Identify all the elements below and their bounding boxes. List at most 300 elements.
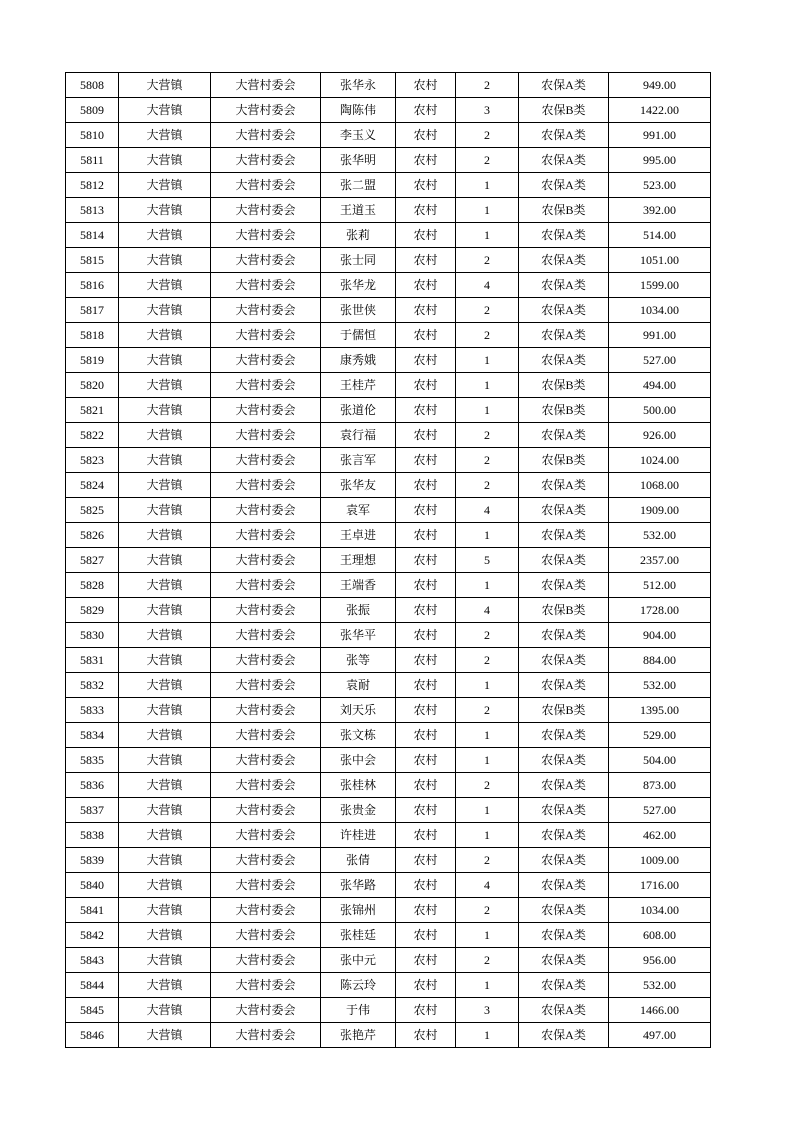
table-cell: 于伟 — [321, 998, 396, 1023]
table-cell: 大营村委会 — [211, 348, 321, 373]
table-cell: 大营村委会 — [211, 723, 321, 748]
table-cell: 5835 — [66, 748, 119, 773]
table-row — [66, 373, 711, 398]
table-cell: 5 — [456, 548, 519, 573]
table-row — [66, 848, 711, 873]
table-cell: 大营村委会 — [211, 148, 321, 173]
table-cell: 农保A类 — [519, 523, 609, 548]
table-cell: 农村 — [396, 248, 456, 273]
table-cell: 2 — [456, 473, 519, 498]
table-cell: 5829 — [66, 598, 119, 623]
table-cell: 农村 — [396, 348, 456, 373]
table-cell: 494.00 — [609, 373, 711, 398]
table-cell: 农保A类 — [519, 1023, 609, 1048]
table-cell: 5817 — [66, 298, 119, 323]
table-cell: 大营村委会 — [211, 798, 321, 823]
table-cell: 许桂进 — [321, 823, 396, 848]
table-cell: 农村 — [396, 148, 456, 173]
table-cell: 大营村委会 — [211, 773, 321, 798]
table-cell: 462.00 — [609, 823, 711, 848]
table-row — [66, 548, 711, 573]
table-cell: 5831 — [66, 648, 119, 673]
table-cell: 527.00 — [609, 348, 711, 373]
table-cell: 5845 — [66, 998, 119, 1023]
table-row — [66, 123, 711, 148]
table-cell: 5841 — [66, 898, 119, 923]
table-cell: 5830 — [66, 623, 119, 648]
table-cell: 1 — [456, 973, 519, 998]
table-cell: 大营镇 — [119, 448, 211, 473]
table-cell: 大营镇 — [119, 523, 211, 548]
table-cell: 农保A类 — [519, 248, 609, 273]
table-cell: 刘天乐 — [321, 698, 396, 723]
table-cell: 农村 — [396, 973, 456, 998]
table-cell: 527.00 — [609, 798, 711, 823]
table-cell: 大营镇 — [119, 423, 211, 448]
table-cell: 李玉义 — [321, 123, 396, 148]
table-cell: 农保A类 — [519, 998, 609, 1023]
table-cell: 袁耐 — [321, 673, 396, 698]
table-cell: 大营镇 — [119, 98, 211, 123]
table-cell: 大营村委会 — [211, 973, 321, 998]
table-cell: 2 — [456, 423, 519, 448]
table-cell: 5825 — [66, 498, 119, 523]
table-cell: 大营镇 — [119, 573, 211, 598]
table-cell: 农保A类 — [519, 648, 609, 673]
table-row — [66, 723, 711, 748]
table-cell: 张桂林 — [321, 773, 396, 798]
table-row — [66, 73, 711, 98]
table-cell: 袁军 — [321, 498, 396, 523]
table-cell: 4 — [456, 873, 519, 898]
table-row — [66, 798, 711, 823]
table-cell: 995.00 — [609, 148, 711, 173]
table-cell: 农村 — [396, 398, 456, 423]
table-cell: 1 — [456, 723, 519, 748]
table-cell: 农村 — [396, 298, 456, 323]
table-row — [66, 698, 711, 723]
table-cell: 1 — [456, 398, 519, 423]
table-cell: 农保A类 — [519, 298, 609, 323]
table-cell: 张莉 — [321, 223, 396, 248]
table-row — [66, 198, 711, 223]
table-cell: 张华友 — [321, 473, 396, 498]
table-cell: 农保A类 — [519, 123, 609, 148]
table-cell: 1728.00 — [609, 598, 711, 623]
table-cell: 大营镇 — [119, 848, 211, 873]
table-cell: 大营镇 — [119, 248, 211, 273]
table-row — [66, 923, 711, 948]
table-cell: 农保B类 — [519, 373, 609, 398]
table-cell: 1 — [456, 673, 519, 698]
table-cell: 大营村委会 — [211, 473, 321, 498]
table-cell: 大营镇 — [119, 723, 211, 748]
table-cell: 袁行福 — [321, 423, 396, 448]
table-cell: 张桂廷 — [321, 923, 396, 948]
table-cell: 王卓进 — [321, 523, 396, 548]
table-cell: 陈云玲 — [321, 973, 396, 998]
table-cell: 532.00 — [609, 673, 711, 698]
table-cell: 1 — [456, 1023, 519, 1048]
table-cell: 大营镇 — [119, 648, 211, 673]
table-cell: 张世侠 — [321, 298, 396, 323]
table-row — [66, 398, 711, 423]
table-cell: 大营镇 — [119, 598, 211, 623]
table-cell: 2 — [456, 698, 519, 723]
table-cell: 2 — [456, 73, 519, 98]
table-cell: 5815 — [66, 248, 119, 273]
table-row — [66, 948, 711, 973]
table-cell: 5820 — [66, 373, 119, 398]
table-cell: 873.00 — [609, 773, 711, 798]
table-cell: 大营村委会 — [211, 573, 321, 598]
table-cell: 农保A类 — [519, 898, 609, 923]
table-cell: 农村 — [396, 798, 456, 823]
table-cell: 农保A类 — [519, 273, 609, 298]
table-cell: 1909.00 — [609, 498, 711, 523]
table-cell: 康秀娥 — [321, 348, 396, 373]
table-cell: 4 — [456, 598, 519, 623]
table-cell: 5827 — [66, 548, 119, 573]
table-cell: 大营镇 — [119, 698, 211, 723]
table-cell: 农保A类 — [519, 873, 609, 898]
table-cell: 张中元 — [321, 948, 396, 973]
table-cell: 大营村委会 — [211, 698, 321, 723]
table-cell: 张中会 — [321, 748, 396, 773]
table-cell: 农村 — [396, 98, 456, 123]
table-cell: 大营镇 — [119, 923, 211, 948]
table-cell: 1034.00 — [609, 298, 711, 323]
table-cell: 884.00 — [609, 648, 711, 673]
table-cell: 张贵金 — [321, 798, 396, 823]
table-cell: 949.00 — [609, 73, 711, 98]
table-cell: 农保A类 — [519, 723, 609, 748]
table-cell: 2 — [456, 648, 519, 673]
table-cell: 农保A类 — [519, 823, 609, 848]
table-cell: 大营村委会 — [211, 548, 321, 573]
table-cell: 大营镇 — [119, 198, 211, 223]
table-cell: 农保A类 — [519, 148, 609, 173]
table-cell: 农村 — [396, 648, 456, 673]
table-row — [66, 473, 711, 498]
table-cell: 5833 — [66, 698, 119, 723]
table-cell: 504.00 — [609, 748, 711, 773]
table-cell: 大营村委会 — [211, 523, 321, 548]
table-cell: 大营镇 — [119, 348, 211, 373]
table-row — [66, 898, 711, 923]
table-cell: 大营村委会 — [211, 948, 321, 973]
table-cell: 2 — [456, 623, 519, 648]
table-cell: 农村 — [396, 123, 456, 148]
table-row — [66, 298, 711, 323]
table-cell: 农村 — [396, 723, 456, 748]
table-cell: 5813 — [66, 198, 119, 223]
table-cell: 532.00 — [609, 973, 711, 998]
table-cell: 王理想 — [321, 548, 396, 573]
table-cell: 陶陈伟 — [321, 98, 396, 123]
table-cell: 大营镇 — [119, 273, 211, 298]
table-row — [66, 773, 711, 798]
table-body — [66, 73, 711, 1048]
table-cell: 5819 — [66, 348, 119, 373]
table-row — [66, 573, 711, 598]
table-row — [66, 448, 711, 473]
table-cell: 5811 — [66, 148, 119, 173]
table-cell: 5812 — [66, 173, 119, 198]
table-cell: 大营村委会 — [211, 848, 321, 873]
table-cell: 1 — [456, 523, 519, 548]
table-cell: 991.00 — [609, 323, 711, 348]
table-cell: 1 — [456, 823, 519, 848]
table-cell: 1034.00 — [609, 898, 711, 923]
table-cell: 农保A类 — [519, 423, 609, 448]
table-cell: 农保A类 — [519, 623, 609, 648]
table-cell: 2357.00 — [609, 548, 711, 573]
table-cell: 农保A类 — [519, 773, 609, 798]
table-cell: 大营村委会 — [211, 748, 321, 773]
table-row — [66, 348, 711, 373]
table-cell: 农保A类 — [519, 173, 609, 198]
table-cell: 5844 — [66, 973, 119, 998]
table-cell: 926.00 — [609, 423, 711, 448]
table-row — [66, 148, 711, 173]
table-cell: 张二盟 — [321, 173, 396, 198]
table-cell: 4 — [456, 498, 519, 523]
table-cell: 张振 — [321, 598, 396, 623]
table-cell: 农保A类 — [519, 323, 609, 348]
table-cell: 1 — [456, 198, 519, 223]
table-row — [66, 973, 711, 998]
table-cell: 大营村委会 — [211, 123, 321, 148]
table-cell: 农保B类 — [519, 698, 609, 723]
table-cell: 大营镇 — [119, 773, 211, 798]
table-cell: 608.00 — [609, 923, 711, 948]
table-cell: 农保A类 — [519, 548, 609, 573]
table-cell: 农村 — [396, 773, 456, 798]
table-cell: 大营村委会 — [211, 248, 321, 273]
table-cell: 大营镇 — [119, 173, 211, 198]
table-cell: 张倩 — [321, 848, 396, 873]
table-cell: 大营村委会 — [211, 98, 321, 123]
table-cell: 农村 — [396, 548, 456, 573]
table-cell: 农保A类 — [519, 473, 609, 498]
table-cell: 农保A类 — [519, 948, 609, 973]
table-cell: 5834 — [66, 723, 119, 748]
table-cell: 农村 — [396, 473, 456, 498]
table-cell: 农村 — [396, 373, 456, 398]
table-cell: 农村 — [396, 498, 456, 523]
table-cell: 大营村委会 — [211, 598, 321, 623]
table-cell: 500.00 — [609, 398, 711, 423]
table-row — [66, 248, 711, 273]
table-cell: 张等 — [321, 648, 396, 673]
table-cell: 5846 — [66, 1023, 119, 1048]
table-cell: 张道伦 — [321, 398, 396, 423]
table-cell: 农保A类 — [519, 923, 609, 948]
table-cell: 529.00 — [609, 723, 711, 748]
table-cell: 农村 — [396, 748, 456, 773]
table-cell: 张华龙 — [321, 273, 396, 298]
table-cell: 农村 — [396, 948, 456, 973]
table-cell: 大营镇 — [119, 948, 211, 973]
table-cell: 2 — [456, 148, 519, 173]
table-cell: 农村 — [396, 273, 456, 298]
table-cell: 大营村委会 — [211, 623, 321, 648]
table-cell: 农村 — [396, 223, 456, 248]
table-cell: 农村 — [396, 598, 456, 623]
table-cell: 大营村委会 — [211, 323, 321, 348]
table-cell: 农村 — [396, 898, 456, 923]
table-cell: 农村 — [396, 698, 456, 723]
table-cell: 532.00 — [609, 523, 711, 548]
table-cell: 张艳芹 — [321, 1023, 396, 1048]
table-row — [66, 748, 711, 773]
table-cell: 大营镇 — [119, 223, 211, 248]
table-row — [66, 823, 711, 848]
table-cell: 5832 — [66, 673, 119, 698]
table-cell: 2 — [456, 123, 519, 148]
table-cell: 2 — [456, 298, 519, 323]
table-cell: 大营镇 — [119, 298, 211, 323]
table-cell: 王端香 — [321, 573, 396, 598]
table-cell: 904.00 — [609, 623, 711, 648]
table-cell: 1024.00 — [609, 448, 711, 473]
table-cell: 1 — [456, 923, 519, 948]
table-cell: 大营村委会 — [211, 648, 321, 673]
table-cell: 农保A类 — [519, 673, 609, 698]
table-cell: 2 — [456, 323, 519, 348]
table-cell: 农村 — [396, 423, 456, 448]
table-cell: 大营村委会 — [211, 448, 321, 473]
table-cell: 张言军 — [321, 448, 396, 473]
table-cell: 5826 — [66, 523, 119, 548]
table-cell: 大营镇 — [119, 673, 211, 698]
table-cell: 3 — [456, 998, 519, 1023]
table-cell: 大营村委会 — [211, 823, 321, 848]
table-row — [66, 498, 711, 523]
table-cell: 2 — [456, 248, 519, 273]
table-cell: 大营镇 — [119, 998, 211, 1023]
table-cell: 农保A类 — [519, 498, 609, 523]
table-cell: 2 — [456, 448, 519, 473]
table-cell: 大营村委会 — [211, 1023, 321, 1048]
table-cell: 大营村委会 — [211, 998, 321, 1023]
table-row — [66, 223, 711, 248]
table-cell: 5840 — [66, 873, 119, 898]
table-cell: 农村 — [396, 873, 456, 898]
table-cell: 5839 — [66, 848, 119, 873]
table-cell: 5808 — [66, 73, 119, 98]
table-cell: 农村 — [396, 523, 456, 548]
table-cell: 5824 — [66, 473, 119, 498]
table-row — [66, 273, 711, 298]
table-cell: 农保B类 — [519, 448, 609, 473]
table-cell: 1009.00 — [609, 848, 711, 873]
table-cell: 5822 — [66, 423, 119, 448]
table-cell: 5838 — [66, 823, 119, 848]
table-cell: 王桂芹 — [321, 373, 396, 398]
table-cell: 大营村委会 — [211, 273, 321, 298]
table-cell: 5821 — [66, 398, 119, 423]
table-cell: 农村 — [396, 73, 456, 98]
table-cell: 大营镇 — [119, 1023, 211, 1048]
table-cell: 农保B类 — [519, 598, 609, 623]
table-cell: 大营镇 — [119, 123, 211, 148]
table-cell: 392.00 — [609, 198, 711, 223]
table-cell: 大营镇 — [119, 898, 211, 923]
table-cell: 2 — [456, 773, 519, 798]
table-cell: 农保A类 — [519, 798, 609, 823]
table-cell: 大营镇 — [119, 873, 211, 898]
table-cell: 于儒恒 — [321, 323, 396, 348]
table-cell: 大营镇 — [119, 473, 211, 498]
table-cell: 张文栋 — [321, 723, 396, 748]
table-cell: 大营村委会 — [211, 298, 321, 323]
table-cell: 大营村委会 — [211, 923, 321, 948]
table-cell: 农保B类 — [519, 98, 609, 123]
table-cell: 1 — [456, 223, 519, 248]
table-cell: 农保A类 — [519, 73, 609, 98]
table-cell: 农保A类 — [519, 848, 609, 873]
table-cell: 5837 — [66, 798, 119, 823]
table-row — [66, 98, 711, 123]
table-row — [66, 423, 711, 448]
table-cell: 农保A类 — [519, 573, 609, 598]
table-cell: 2 — [456, 848, 519, 873]
benefits-roster-table — [65, 72, 711, 1048]
table-cell: 5818 — [66, 323, 119, 348]
table-cell: 大营镇 — [119, 323, 211, 348]
table-cell: 1 — [456, 798, 519, 823]
table-cell: 大营镇 — [119, 148, 211, 173]
table-cell: 农村 — [396, 673, 456, 698]
table-cell: 农村 — [396, 998, 456, 1023]
table-cell: 大营村委会 — [211, 398, 321, 423]
table-cell: 张士同 — [321, 248, 396, 273]
table-cell: 农村 — [396, 923, 456, 948]
table-cell: 2 — [456, 898, 519, 923]
table-cell: 5814 — [66, 223, 119, 248]
table-cell: 农村 — [396, 198, 456, 223]
table-cell: 农村 — [396, 848, 456, 873]
table-cell: 512.00 — [609, 573, 711, 598]
table-cell: 991.00 — [609, 123, 711, 148]
table-cell: 农保B类 — [519, 198, 609, 223]
table-cell: 大营村委会 — [211, 73, 321, 98]
table-cell: 大营村委会 — [211, 198, 321, 223]
table-cell: 农村 — [396, 323, 456, 348]
table-cell: 大营村委会 — [211, 223, 321, 248]
table-cell: 农保A类 — [519, 748, 609, 773]
table-cell: 1068.00 — [609, 473, 711, 498]
table-cell: 1466.00 — [609, 998, 711, 1023]
table-cell: 3 — [456, 98, 519, 123]
table-cell: 2 — [456, 948, 519, 973]
table-cell: 1 — [456, 348, 519, 373]
table-cell: 大营镇 — [119, 373, 211, 398]
table-cell: 农保A类 — [519, 223, 609, 248]
table-cell: 农村 — [396, 573, 456, 598]
table-cell: 5842 — [66, 923, 119, 948]
table-cell: 956.00 — [609, 948, 711, 973]
table-cell: 大营村委会 — [211, 673, 321, 698]
table-row — [66, 648, 711, 673]
table-cell: 农村 — [396, 623, 456, 648]
table-cell: 1 — [456, 373, 519, 398]
table-cell: 大营村委会 — [211, 423, 321, 448]
table-cell: 1422.00 — [609, 98, 711, 123]
table-cell: 大营村委会 — [211, 498, 321, 523]
